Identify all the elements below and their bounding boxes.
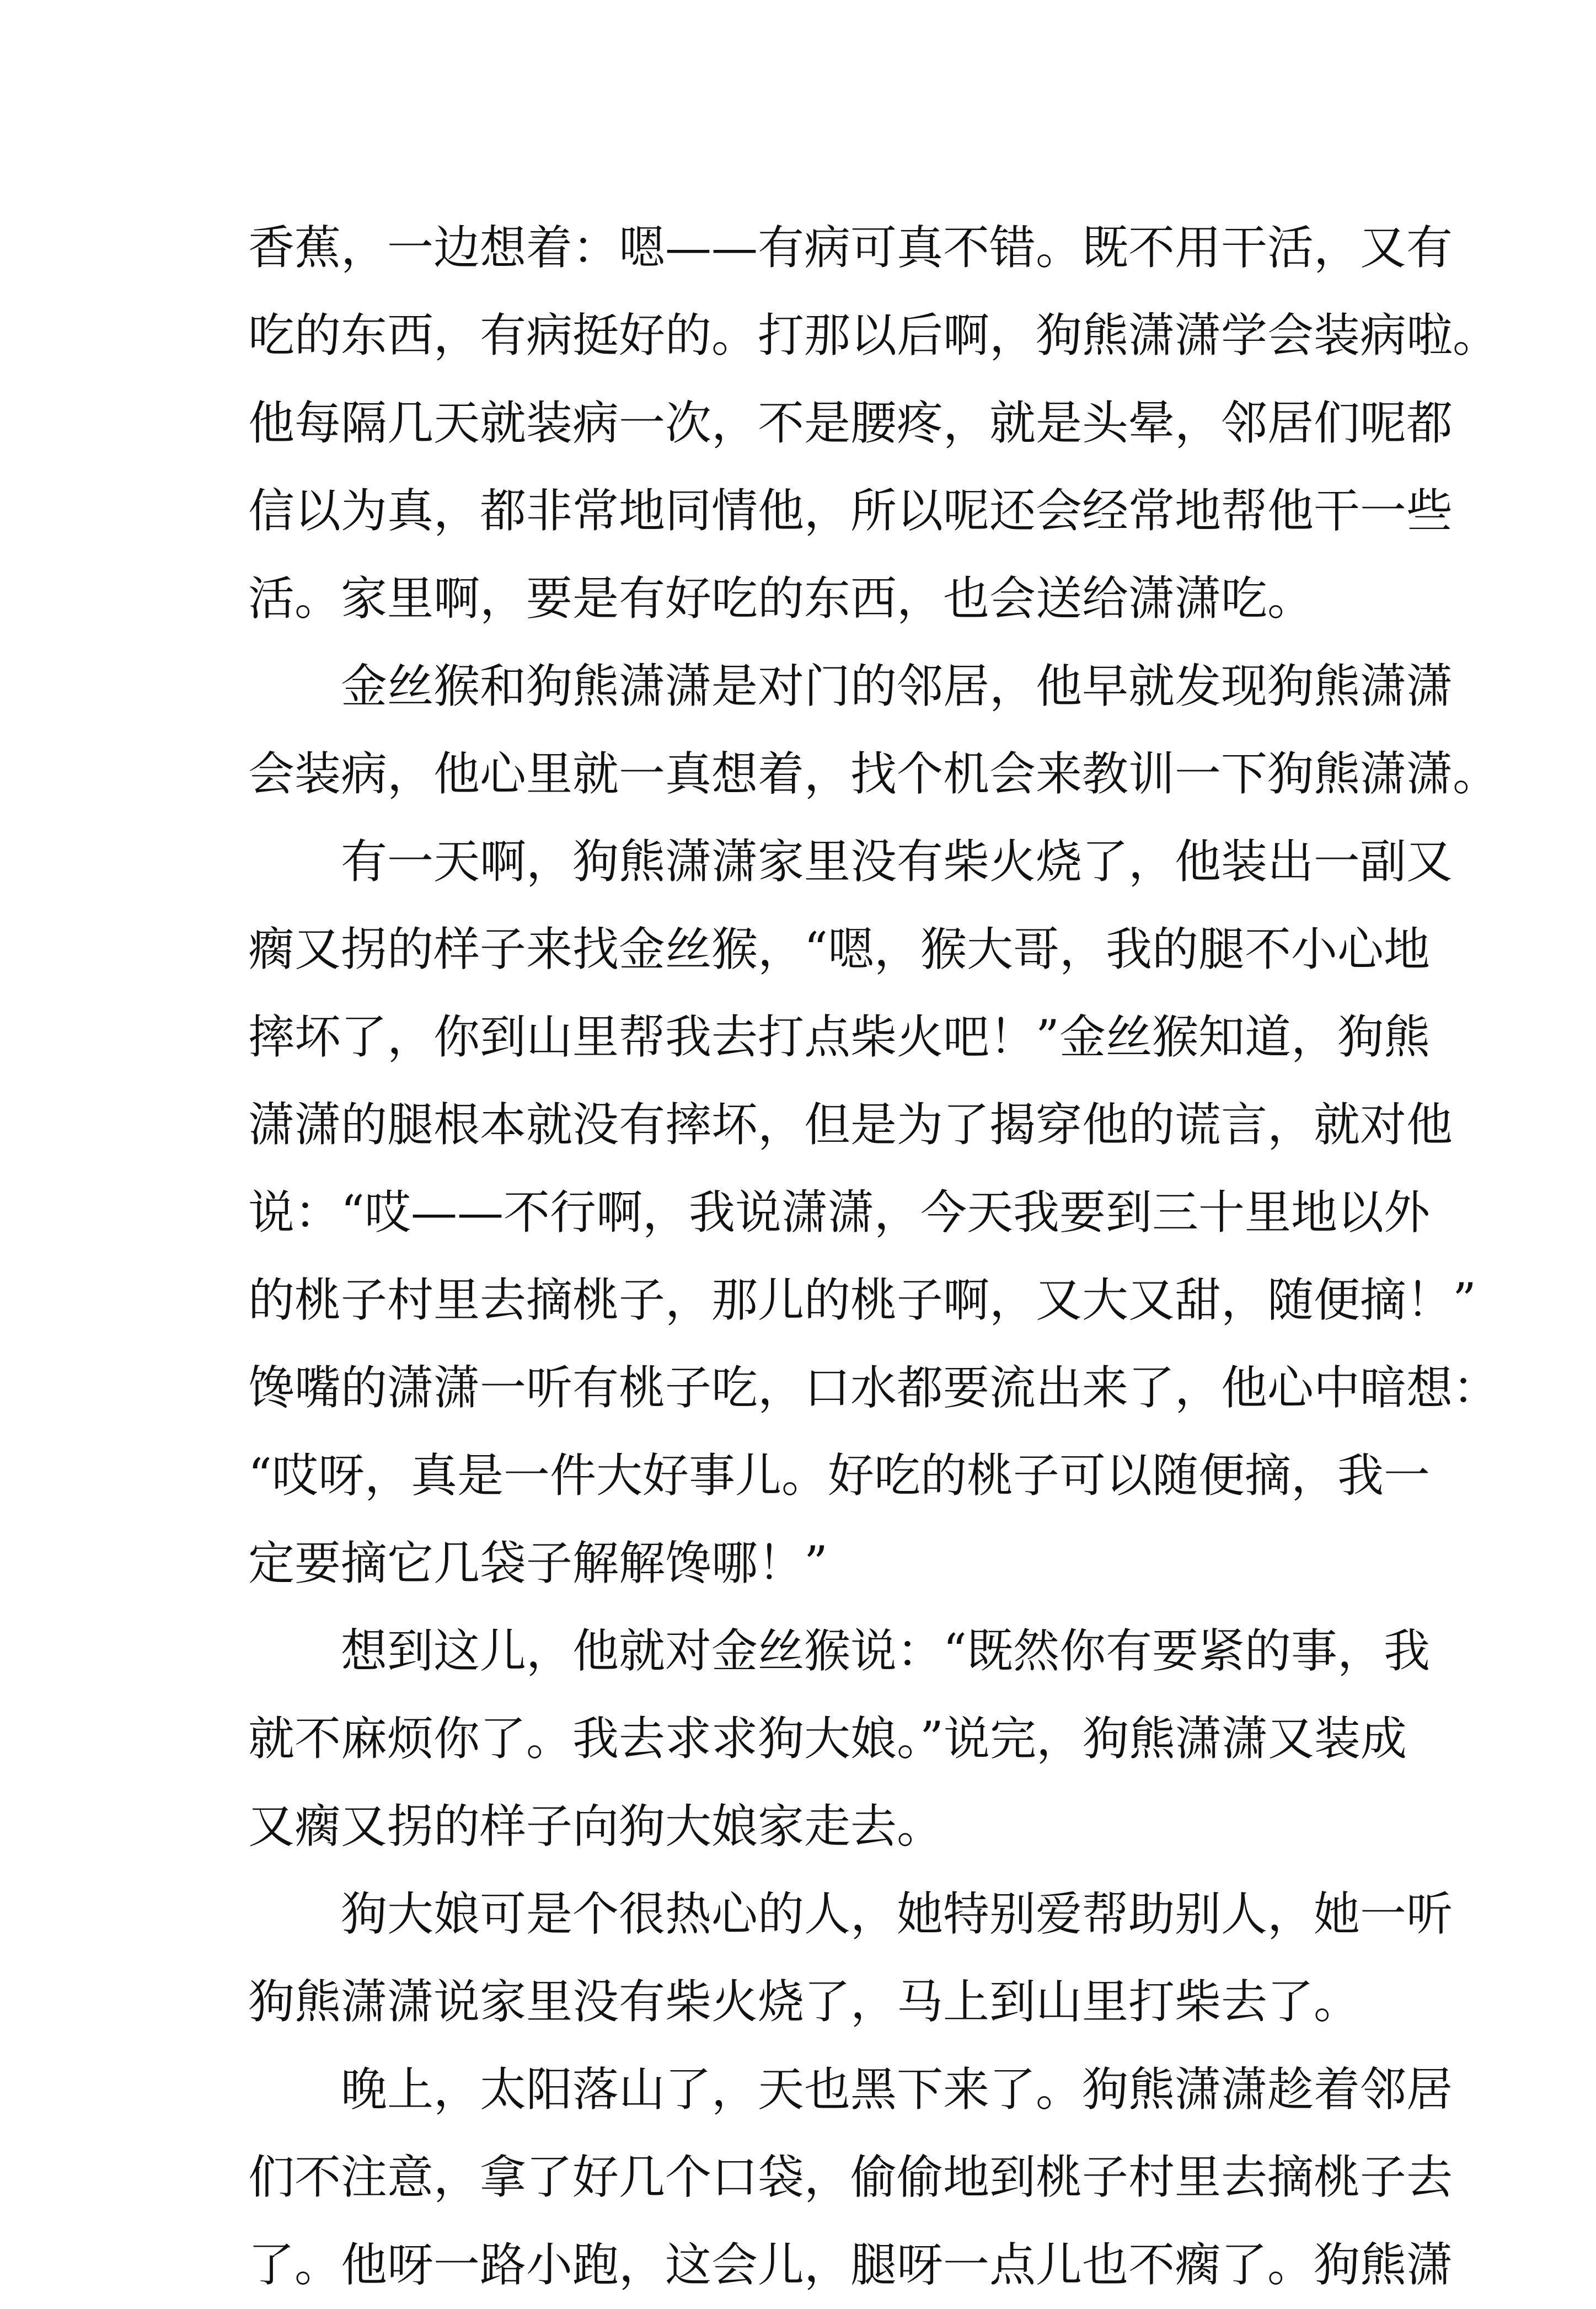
text-line: 说：“哎——不行啊，我说潇潇，今天我要到三十里地以外	[248, 1185, 1430, 1239]
text-line: 潇潇的腿根本就没有摔坏，但是为了揭穿他的谎言，就对他	[248, 1098, 1453, 1152]
text-line: 就不麻烦你了。我去求求狗大娘。”说完，狗熊潇潇又装成	[248, 1712, 1407, 1766]
text-line: 瘸又拐的样子来找金丝猴，“嗯，猴大哥，我的腿不小心地	[248, 922, 1430, 976]
paragraph-start-line: 想到这儿，他就对金丝猴说：“既然你有要紧的事，我	[341, 1624, 1430, 1678]
text-line: 定要摘它几袋子解解馋哪！”	[248, 1536, 828, 1590]
text-line: 会装病，他心里就一真想着，找个机会来教训一下狗熊潇潇。	[248, 747, 1499, 801]
paragraph-start-line: 狗大娘可是个很热心的人，她特别爱帮助别人，她一听	[341, 1887, 1453, 1941]
text-line: “哎呀，真是一件大好事儿。好吃的桃子可以随便摘，我一	[248, 1449, 1430, 1503]
text-line: 了。他呀一路小跑，这会儿，腿呀一点儿也不瘸了。狗熊潇	[248, 2238, 1453, 2292]
text-line: 信以为真，都非常地同情他，所以呢还会经常地帮他干一些	[248, 484, 1453, 538]
text-line: 的桃子村里去摘桃子，那儿的桃子啊，又大又甜，随便摘！”	[248, 1273, 1476, 1327]
text-line: 又瘸又拐的样子向狗大娘家走去。	[248, 1799, 944, 1853]
story-text	[248, 204, 1499, 2309]
text-line: 狗熊潇潇说家里没有柴火烧了，马上到山里打柴去了。	[248, 1975, 1361, 2029]
paragraph-start-line: 金丝猴和狗熊潇潇是对门的邻居，他早就发现狗熊潇潇	[341, 659, 1453, 713]
text-line: 香蕉，一边想着：嗯——有病可真不错。既不用干活，又有	[248, 221, 1453, 275]
text-line: 馋嘴的潇潇一听有桃子吃，口水都要流出来了，他心中暗想：	[248, 1361, 1499, 1415]
text-line: 他每隔几天就装病一次，不是腰疼，就是头晕，邻居们呢都	[248, 396, 1453, 450]
paragraph-start-line: 有一天啊，狗熊潇潇家里没有柴火烧了，他装出一副又	[341, 835, 1453, 889]
text-line: 吃的东西，有病挺好的。打那以后啊，狗熊潇潇学会装病啦。	[248, 308, 1499, 362]
text-line: 们不注意，拿了好几个口袋，偷偷地到桃子村里去摘桃子去	[248, 2150, 1453, 2204]
text-line: 活。家里啊，要是有好吃的东西，也会送给潇潇吃。	[248, 571, 1314, 626]
text-line: 摔坏了，你到山里帮我去打点柴火吧！”金丝猴知道，狗熊	[248, 1010, 1430, 1064]
paragraph-start-line: 晚上，太阳落山了，天也黑下来了。狗熊潇潇趁着邻居	[341, 2062, 1453, 2116]
